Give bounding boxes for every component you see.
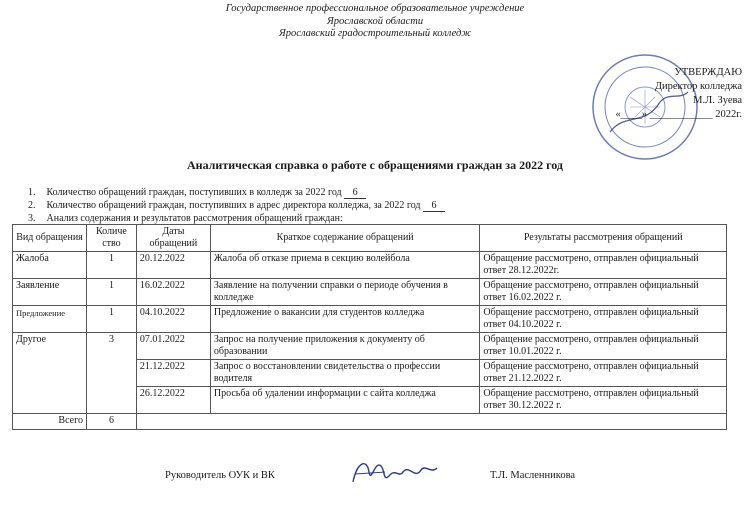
table-total-row: [13, 414, 727, 430]
cell-count: 1: [86, 252, 136, 279]
total-empty-cell: [136, 414, 726, 430]
header-type: Вид обращения: [13, 225, 87, 252]
approval-name: М.Л. Зуева: [693, 95, 742, 106]
header-line-1: Государственное профессиональное образовательное учреждение: [225, 3, 525, 14]
cell-result: Обращение рассмотрено, отправлен официальный ответ 30.12.2022 г.: [480, 387, 727, 414]
summary-item-1: 1. Количество обращений граждан, поступивших в колледж за 2022 год 6: [28, 186, 445, 199]
table-row: [13, 252, 727, 279]
appeals-table: [12, 224, 727, 430]
document-title: Аналитическая справка о работе с обращениями граждан за 2022 год: [186, 158, 563, 172]
cell-count: 3: [86, 333, 136, 414]
header-line-3: Ярославский градостроительный колледж: [278, 28, 472, 39]
approval-position: Директор колледжа: [654, 81, 742, 92]
cell-summary: Запрос о восстановлении свидетельства о профессии водителя: [210, 360, 480, 387]
signature-mark: [345, 452, 455, 492]
cell-date: 20.12.2022: [136, 252, 210, 279]
table-row: [13, 306, 727, 333]
cell-summary: Запрос на получение приложения к документу об образовании: [210, 333, 480, 360]
institution-header: [0, 3, 750, 41]
approval-block: [542, 66, 742, 122]
total-value: 6: [86, 414, 136, 430]
footer-position: Руководитель ОУК и ВК: [165, 470, 275, 481]
cell-summary: Заявление на получении справки о периоде обучения в колледже: [210, 279, 480, 306]
summary-item-3: 3. Анализ содержания и результатов рассмотрения обращений граждан:: [28, 213, 343, 224]
header-line-2: Ярославской области: [326, 15, 424, 27]
footer-name: Т.Л. Масленникова: [490, 470, 576, 481]
header-results: Результаты рассмотрения обращений: [480, 225, 727, 252]
cell-result: Обращение рассмотрено, отправлен официальный ответ 21.12.2022 г.: [480, 360, 727, 387]
table-row: [13, 279, 727, 306]
header-count: Количе ство: [86, 225, 136, 252]
cell-type: Жалоба: [13, 252, 87, 279]
header-dates: Даты обращений: [136, 225, 210, 252]
cell-result: Обращение рассмотрено, отправлен официальный ответ 10.01.2022 г.: [480, 333, 727, 360]
total-label: Всего: [13, 414, 87, 430]
cell-date: 21.12.2022: [136, 360, 210, 387]
summary-item-text: Количество обращений граждан, поступивших в адрес директора колледжа, за 2022 год: [46, 200, 421, 211]
summary-item-value: 6: [344, 187, 366, 199]
cell-result: Обращение рассмотрено, отправлен официальный ответ 28.12.2022г.: [480, 252, 727, 279]
cell-count: 1: [86, 306, 136, 333]
cell-summary: Просьба об удалении информации с сайта колледжа: [210, 387, 480, 414]
cell-result: Обращение рассмотрено, отправлен официальный ответ 04.10.2022 г.: [480, 306, 727, 333]
summary-items-list: [28, 186, 445, 225]
table-row: [13, 333, 727, 360]
cell-type: Предложение: [13, 306, 87, 333]
header-summary: Краткое содержание обращений: [210, 225, 480, 252]
summary-item-text: Анализ содержания и результатов рассмотрения обращений граждан:: [46, 213, 343, 224]
cell-result: Обращение рассмотрено, отправлен официальный ответ 16.02.2022 г.: [480, 279, 727, 306]
cell-date: 16.02.2022: [136, 279, 210, 306]
cell-date: 26.12.2022: [136, 387, 210, 414]
cell-summary: Жалоба об отказе приема в секцию волейбола: [210, 252, 480, 279]
summary-item-value: 6: [423, 200, 445, 212]
table-header-row: [13, 225, 727, 252]
summary-item-2: 2. Количество обращений граждан, поступивших в адрес директора колледжа, за 2022 год 6: [28, 199, 445, 212]
cell-date: 07.01.2022: [136, 333, 210, 360]
cell-type: Другое: [13, 333, 87, 414]
cell-date: 04.10.2022: [136, 306, 210, 333]
summary-item-text: Количество обращений граждан, поступивших в колледж за 2022 год: [46, 187, 342, 198]
cell-type: Заявление: [13, 279, 87, 306]
approval-title: УТВЕРЖДАЮ: [674, 67, 742, 78]
approval-date: «____» ____________ 2022г.: [615, 109, 742, 120]
cell-summary: Предложение о вакансии для студентов колледжа: [210, 306, 480, 333]
cell-count: 1: [86, 279, 136, 306]
